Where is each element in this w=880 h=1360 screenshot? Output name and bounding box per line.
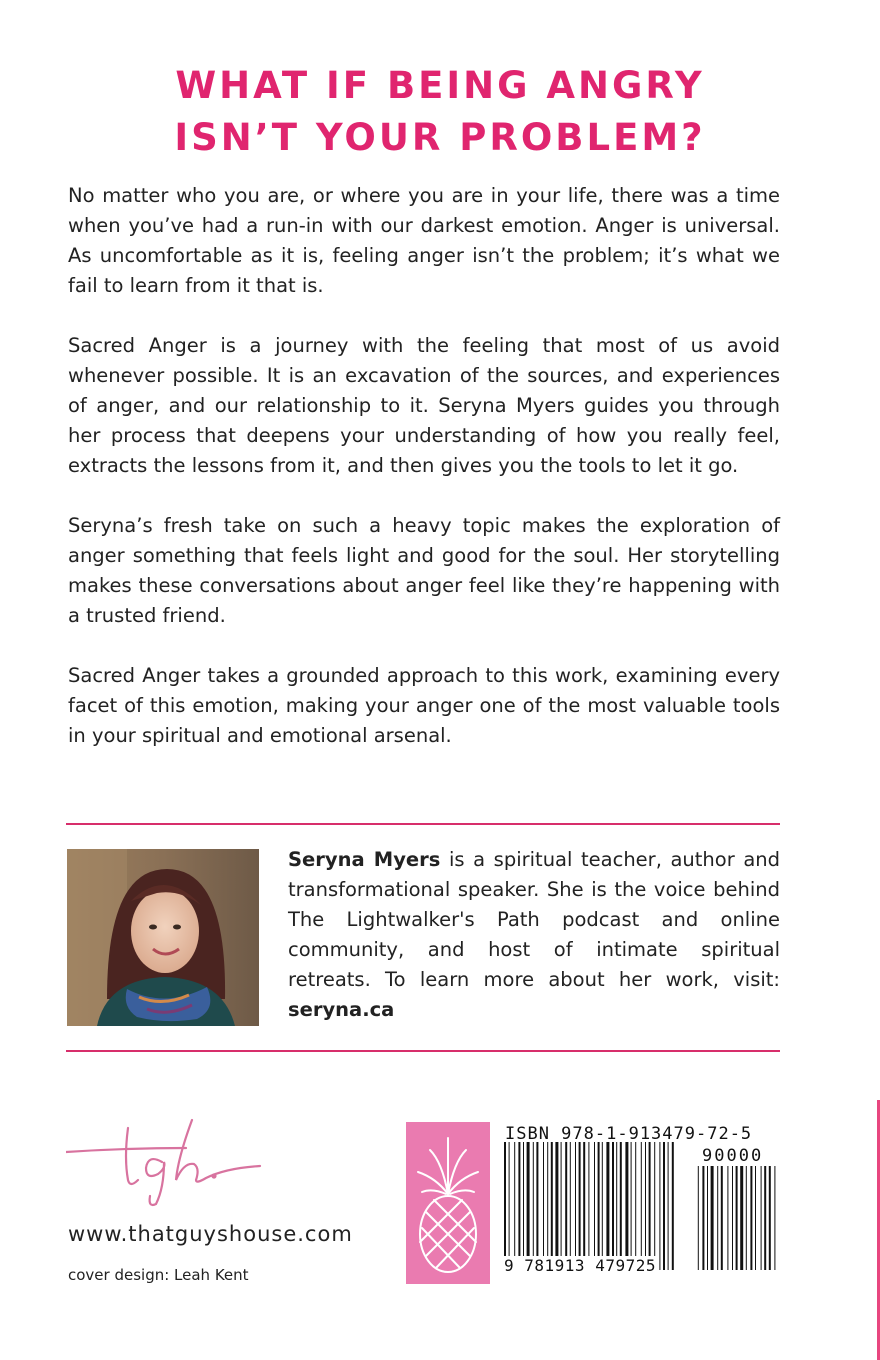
price-code: 90000 xyxy=(702,1146,764,1166)
author-bio-text: is a spiritual teacher, author and transformational speaker. She is the voice behind The Lightwalker's Path podcast and online community, and host of intimate spiritual retreats. To learn more about her work, visit: xyxy=(288,848,781,991)
blurb-paragraph-3: Seryna’s fresh take on such a heavy topic makes the exploration of anger something that feels light and good for the soul. Her storytelling makes these conversations about anger feel like they’re happening with a trusted friend. xyxy=(68,514,780,627)
author-website-link[interactable]: seryna.ca xyxy=(288,998,395,1021)
book-headline xyxy=(0,60,880,164)
divider-bottom xyxy=(66,1050,780,1052)
blurb-body xyxy=(68,181,780,781)
barcode-digits: 9 781913 479725 xyxy=(504,1256,656,1275)
blurb-paragraph-2: Sacred Anger is a journey with the feeling that most of us avoid whenever possible. It is an excavation of the sources, and experiences of anger, and our relationship to it. Seryna Myers guides you through her process that deepens your understanding of how you really feel, extracts the lessons from it, and then gives you the tools to let it go. xyxy=(68,334,780,477)
cover-design-credit: cover design: Leah Kent xyxy=(68,1266,249,1284)
blurb-paragraph-4: Sacred Anger takes a grounded approach to this work, examining every facet of this emotion, making your anger one of the most valuable tools in your spiritual and emotional arsenal. xyxy=(68,664,780,747)
divider-top xyxy=(66,823,780,825)
pineapple-logo xyxy=(406,1122,490,1284)
publisher-logo xyxy=(66,1118,266,1208)
headline-line-2: ISN’T YOUR PROBLEM? xyxy=(174,116,706,159)
author-name: Seryna Myers xyxy=(288,848,441,871)
headline-line-1: WHAT IF BEING ANGRY xyxy=(175,64,705,107)
publisher-url[interactable]: www.thatguyshouse.com xyxy=(68,1222,353,1246)
blurb-paragraph-1: No matter who you are, or where you are in your life, there was a time when you’ve had a run-in with our darkest emotion. Anger is universal. As uncomfortable as it is, feeling anger isn’t the problem; it’s what we fail to learn from it that is. xyxy=(68,184,780,297)
author-photo xyxy=(67,849,259,1026)
author-bio xyxy=(288,845,780,1025)
isbn-label: ISBN 978-1-913479-72-5 xyxy=(505,1124,753,1144)
